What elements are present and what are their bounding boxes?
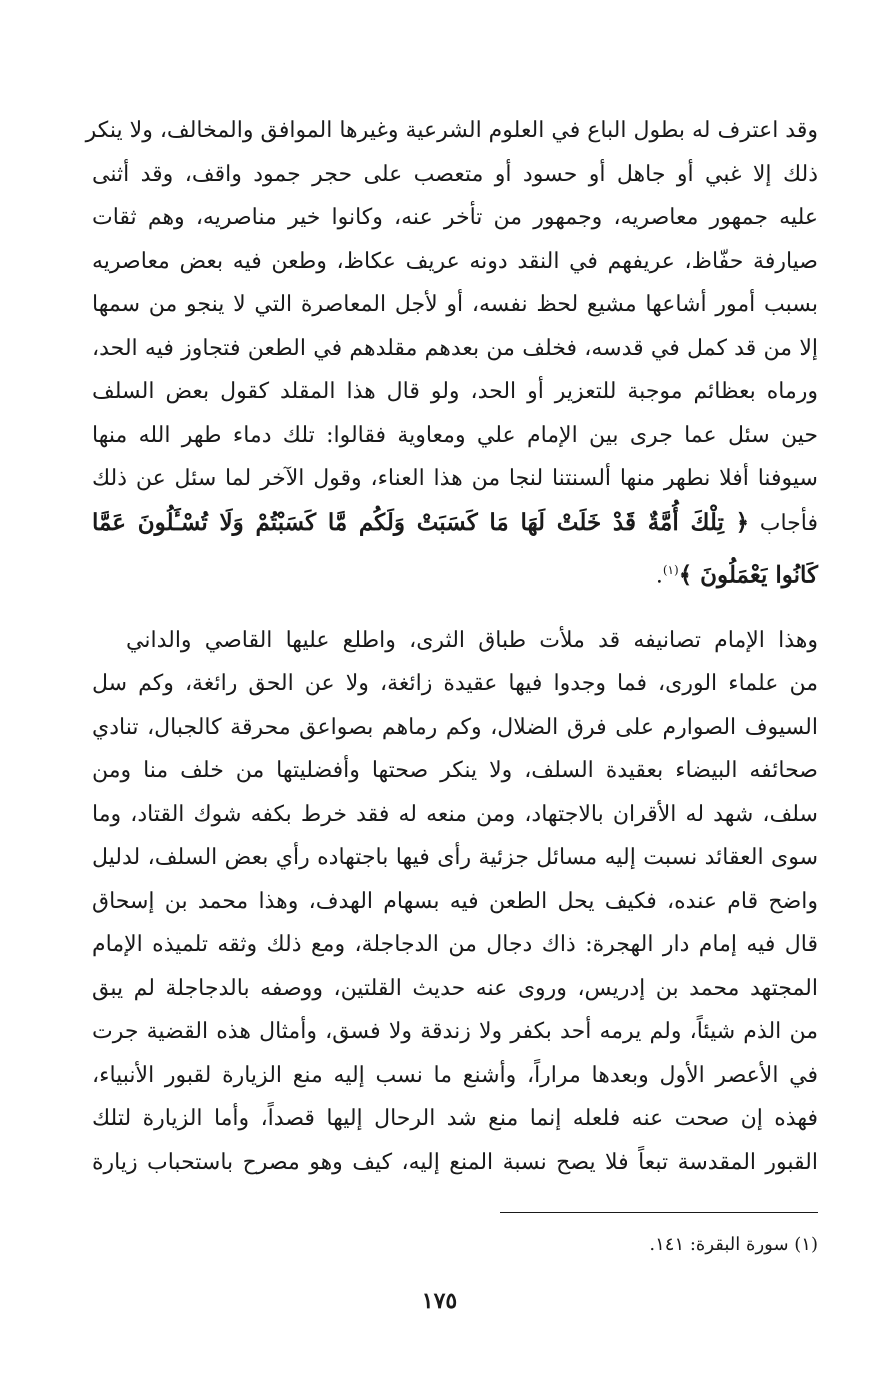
- text-line-quran-end: [92, 555, 818, 591]
- text-line: صيارفة حفّاظ، عريفهم في النقد دونه عريف عكاظ، وطعن فيه بعض معاصريه: [92, 249, 818, 274]
- text-line: سيوفنا أفلا نطهر منها ألسنتنا لنجا من هذا العناء، وقول الآخر لما سئل عن ذلك: [92, 466, 818, 491]
- text-line: المجتهد محمد بن إدريس، وروى عنه حديث القلتين، ووصفه بالدجاجلة لم يبق: [92, 976, 818, 1001]
- text-line: ورماه بعظائم موجبة للتعزير أو الحد، ولو قال هذا المقلد كقول بعض السلف: [92, 379, 818, 404]
- text-line: وقد اعترف له بطول الباع في العلوم الشرعية وغيرها الموافق والمخالف، ولا ينكر: [85, 118, 818, 143]
- text-line: قال فيه إمام دار الهجرة: ذاك دجال من الدجاجلة، ومع ذلك وثقه تلميذه الإمام: [92, 932, 818, 957]
- text-line: فهذه إن صحت عنه فلعله إنما منع شد الرحال إليها قصداً، وأما الزيارة لتلك: [92, 1106, 818, 1131]
- text-line: بسبب أمور أشاعها مشيع لحظ نفسه، أو لأجل المعاصرة التي لا ينجو من سمها: [92, 292, 818, 317]
- sentence-end: .: [655, 563, 663, 589]
- text-line: سلف، شهد له الأقران بالاجتهاد، ومن منعه له فقد خرط بكفه شوك القتاد، وما: [92, 802, 818, 827]
- text-line-quran: [92, 508, 818, 539]
- footnote-divider: [500, 1212, 818, 1213]
- text-line: من علماء الورى، فما وجدوا فيها عقيدة زائغة، ولا عن الحق رائغة، وكم سل: [92, 671, 818, 696]
- footnote-text: سورة البقرة: ١٤١.: [649, 1234, 789, 1255]
- page-number: ١٧٥: [421, 1288, 458, 1314]
- text-line: السيوف الصوارم على فرق الضلال، وكم رماهم بصواعق محرقة كالجبال، تنادي: [92, 715, 818, 740]
- text-line: ذلك إلا غبي أو جاهل أو حسود أو متعصب على حجر جمود واقف، وقد أثنى: [92, 162, 818, 187]
- text-line: في الأعصر الأول وبعدها مراراً، وأشنع ما نسب إليه منع الزيارة لقبور الأنبياء،: [92, 1063, 818, 1088]
- quran-verse-end: كَانُوا يَعْمَلُونَ ﴾: [678, 561, 818, 589]
- text-line-indented: وهذا الإمام تصانيفه قد ملأت طباق الثرى، واطلع عليها القاصي والداني: [126, 628, 818, 653]
- footnote: [649, 1232, 818, 1258]
- footnote-reference: (١): [662, 563, 679, 577]
- text-line: من الذم شيئاً، ولم يرمه أحد بكفر ولا زندقة ولا فسق، وأمثال هذه القضية جرت: [92, 1019, 818, 1044]
- quran-intro: فأجاب: [759, 511, 818, 536]
- text-line: سوى العقائد نسبت إليه مسائل جزئية رأى فيها باجتهاده رأي بعض السلف، لدليل: [92, 845, 818, 870]
- text-line: صحائفه البيضاء بعقيدة السلف، ولا ينكر صحتها وأفضليتها من خلف منا ومن: [92, 758, 818, 783]
- quran-verse: ﴿ تِلْكَ أُمَّةٌ قَدْ خَلَتْ لَهَا مَا كَسَبَتْ وَلَكُم مَّا كَسَبْتُمْ وَلَا تُسْـَٔلُونَ عَمَّا: [92, 509, 750, 536]
- footnote-marker: (١): [794, 1234, 818, 1255]
- text-line: إلا من قد كمل في قدسه، فخلف من بعدهم مقلدهم في الطعن فتجاوز فيه الحد،: [92, 336, 818, 361]
- text-line: عليه جمهور معاصريه، وجمهور من تأخر عنه، وكانوا خير مناصريه، وهم ثقات: [92, 205, 818, 230]
- text-line: واضح قام عنده، فكيف يحل الطعن فيه بسهام الهدف، وهذا محمد بن إسحاق: [92, 889, 818, 914]
- text-line: حين سئل عما جرى بين الإمام علي ومعاوية فقالوا: تلك دماء طهر الله منها: [92, 423, 818, 448]
- text-line: القبور المقدسة تبعاً فلا يصح نسبة المنع إليه، كيف وهو مصرح باستحباب زيارة: [92, 1150, 818, 1175]
